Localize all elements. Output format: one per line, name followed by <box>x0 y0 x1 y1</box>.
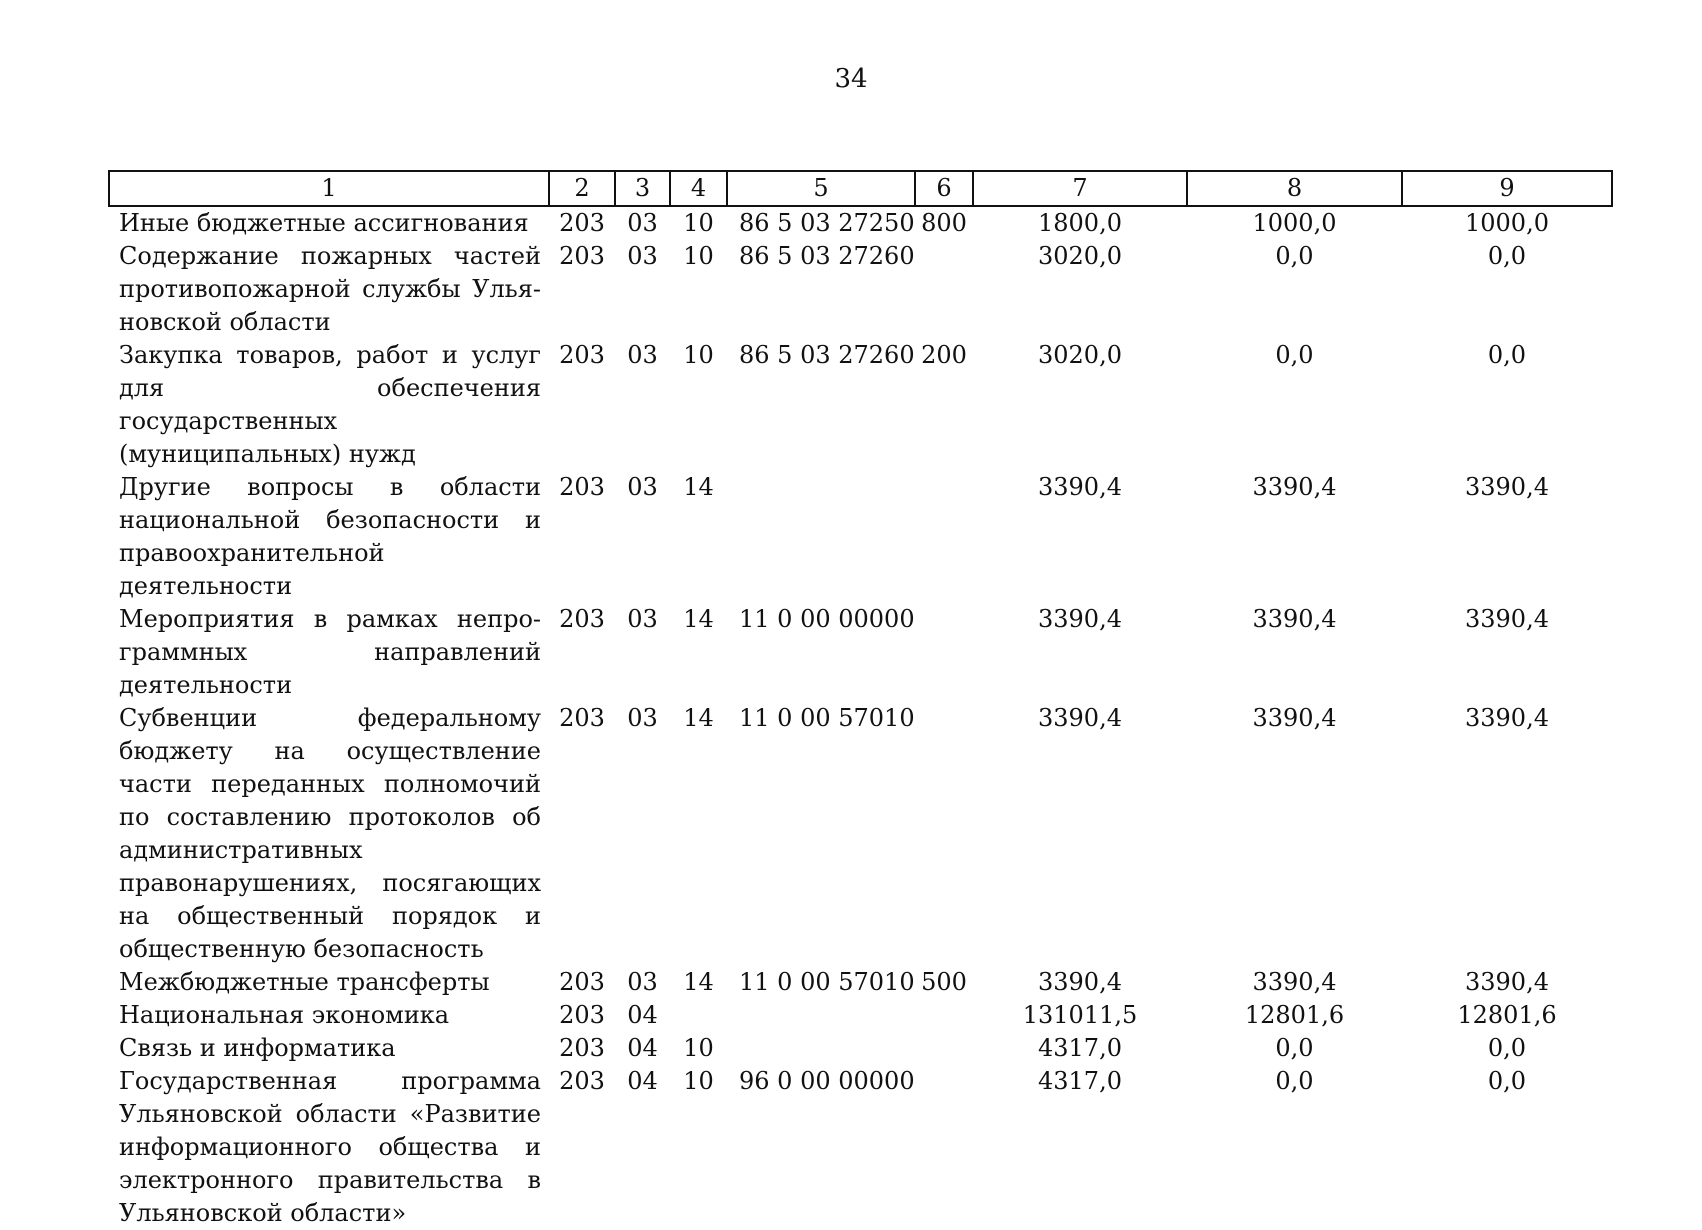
amount-col7-cell: 4317,0 <box>1038 1067 1122 1095</box>
target-article-cell: 11 0 00 00000 <box>739 605 915 633</box>
table-row <box>109 206 1612 240</box>
admin-code-cell: 203 <box>559 605 605 633</box>
amount-col7-cell: 1800,0 <box>1038 209 1122 237</box>
row-name-cell: Национальная экономика <box>119 1001 450 1029</box>
amount-col9-cell: 3390,4 <box>1465 704 1549 732</box>
subsection-cell: 10 <box>683 209 714 237</box>
expense-type-cell <box>915 702 973 966</box>
amount-col8-cell: 1000,0 <box>1252 209 1337 237</box>
target-article-cell: 11 0 00 57010 <box>739 704 915 732</box>
table-row <box>109 603 1612 702</box>
subsection-cell: 10 <box>683 1034 714 1062</box>
budget-table <box>108 170 1613 1230</box>
column-header-8: 8 <box>1187 171 1402 206</box>
expense-type-cell: 800 <box>921 209 967 237</box>
column-header-5: 5 <box>727 171 915 206</box>
row-name-cell: Связь и информатика <box>119 1034 396 1062</box>
amount-col8-cell: 0,0 <box>1275 341 1314 369</box>
expense-type-cell <box>915 1032 973 1065</box>
amount-col8-cell: 3390,4 <box>1252 473 1337 501</box>
column-header-7: 7 <box>973 171 1187 206</box>
section-cell: 04 <box>627 1034 658 1062</box>
table-row <box>109 1065 1612 1230</box>
amount-col8-cell: 3390,4 <box>1252 968 1337 996</box>
amount-col7-cell: 3390,4 <box>1038 704 1122 732</box>
amount-col9-cell: 1000,0 <box>1465 209 1549 237</box>
section-cell: 04 <box>627 1067 658 1095</box>
subsection-cell: 10 <box>683 341 714 369</box>
admin-code-cell: 203 <box>559 242 605 270</box>
column-header-1: 1 <box>109 171 549 206</box>
amount-col9-cell: 12801,6 <box>1457 1001 1557 1029</box>
amount-col7-cell: 3020,0 <box>1038 341 1122 369</box>
admin-code-cell: 203 <box>559 704 605 732</box>
admin-code-cell: 203 <box>559 1067 605 1095</box>
table-row <box>109 471 1612 603</box>
section-cell: 03 <box>627 605 658 633</box>
table-row <box>109 1032 1612 1065</box>
expense-type-cell <box>915 603 973 702</box>
subsection-cell: 14 <box>683 968 714 996</box>
admin-code-cell: 203 <box>559 341 605 369</box>
row-name-cell: Иные бюджетные ассигнования <box>119 209 529 237</box>
target-article-cell: 86 5 03 27260 <box>739 242 915 270</box>
row-name-cell: Мероприятия в рамках непрограммных направлений деятельности <box>119 605 541 699</box>
row-name-cell: Межбюджетные трансферты <box>119 968 490 996</box>
row-name-cell: Другие вопросы в области национальной безопасности и правоохранительной деятельности <box>119 473 541 600</box>
expense-type-cell <box>915 999 973 1032</box>
target-article-cell <box>727 471 915 603</box>
subsection-cell <box>670 999 727 1032</box>
table-row <box>109 240 1612 339</box>
amount-col9-cell: 0,0 <box>1487 242 1527 270</box>
section-cell: 03 <box>627 968 658 996</box>
section-cell: 03 <box>627 209 658 237</box>
target-article-cell: 11 0 00 57010 <box>739 968 915 996</box>
target-article-cell <box>727 1032 915 1065</box>
amount-col8-cell: 3390,4 <box>1252 704 1337 732</box>
column-header-6: 6 <box>915 171 973 206</box>
expense-type-cell <box>915 471 973 603</box>
table-row <box>109 966 1612 999</box>
amount-col9-cell: 3390,4 <box>1465 605 1549 633</box>
admin-code-cell: 203 <box>559 473 605 501</box>
subsection-cell: 10 <box>683 242 714 270</box>
row-name-cell: Субвенции федеральному бюджету на осуществление части переданных полномочий по составлению протоколов об административных правонарушениях, посягающих на общественный порядок и общественную безопасность <box>119 704 541 963</box>
amount-col7-cell: 3390,4 <box>1038 968 1122 996</box>
expense-type-cell <box>915 240 973 339</box>
header-row <box>109 171 1612 206</box>
target-article-cell <box>727 999 915 1032</box>
target-article-cell: 86 5 03 27260 <box>739 341 915 369</box>
amount-col7-cell: 3390,4 <box>1038 473 1122 501</box>
page-number: 34 <box>834 64 868 94</box>
amount-col9-cell: 3390,4 <box>1465 968 1549 996</box>
expense-type-cell: 200 <box>921 341 967 369</box>
amount-col8-cell: 0,0 <box>1275 242 1314 270</box>
admin-code-cell: 203 <box>559 1001 605 1029</box>
column-header-2: 2 <box>549 171 615 206</box>
column-header-9: 9 <box>1402 171 1612 206</box>
admin-code-cell: 203 <box>559 209 605 237</box>
amount-col7-cell: 3020,0 <box>1038 242 1122 270</box>
amount-col7-cell: 131011,5 <box>1022 1001 1138 1029</box>
subsection-cell: 14 <box>683 605 714 633</box>
row-name-cell: Государственная программа Ульяновской области «Развитие информационного общества и электронного правительства в Ульяновской области» <box>119 1067 541 1227</box>
amount-col8-cell: 0,0 <box>1275 1067 1314 1095</box>
column-header-3: 3 <box>615 171 670 206</box>
target-article-cell: 86 5 03 27250 <box>739 209 915 237</box>
table-row <box>109 702 1612 966</box>
admin-code-cell: 203 <box>559 1034 605 1062</box>
column-header-4: 4 <box>670 171 727 206</box>
section-cell: 03 <box>627 704 658 732</box>
row-name-cell: Содержание пожарных частей противопожарной службы Ульяновской области <box>119 242 541 336</box>
subsection-cell: 14 <box>683 473 714 501</box>
target-article-cell: 96 0 00 00000 <box>739 1067 915 1095</box>
amount-col9-cell: 0,0 <box>1487 341 1527 369</box>
amount-col9-cell: 0,0 <box>1487 1034 1527 1062</box>
subsection-cell: 10 <box>683 1067 714 1095</box>
table-row <box>109 999 1612 1032</box>
amount-col7-cell: 3390,4 <box>1038 605 1122 633</box>
expense-type-cell <box>915 1065 973 1230</box>
subsection-cell: 14 <box>683 704 714 732</box>
amount-col9-cell: 0,0 <box>1487 1067 1527 1095</box>
amount-col8-cell: 3390,4 <box>1252 605 1337 633</box>
section-cell: 04 <box>627 1001 658 1029</box>
table-body <box>109 206 1612 1230</box>
amount-col7-cell: 4317,0 <box>1038 1034 1122 1062</box>
section-cell: 03 <box>627 242 658 270</box>
amount-col8-cell: 12801,6 <box>1244 1001 1345 1029</box>
amount-col9-cell: 3390,4 <box>1465 473 1549 501</box>
section-cell: 03 <box>627 341 658 369</box>
section-cell: 03 <box>627 473 658 501</box>
table-row <box>109 339 1612 471</box>
admin-code-cell: 203 <box>559 968 605 996</box>
row-name-cell: Закупка товаров, работ и услуг для обеспечения государственных (муниципальных) нужд <box>119 341 541 468</box>
amount-col8-cell: 0,0 <box>1275 1034 1314 1062</box>
expense-type-cell: 500 <box>921 968 967 996</box>
